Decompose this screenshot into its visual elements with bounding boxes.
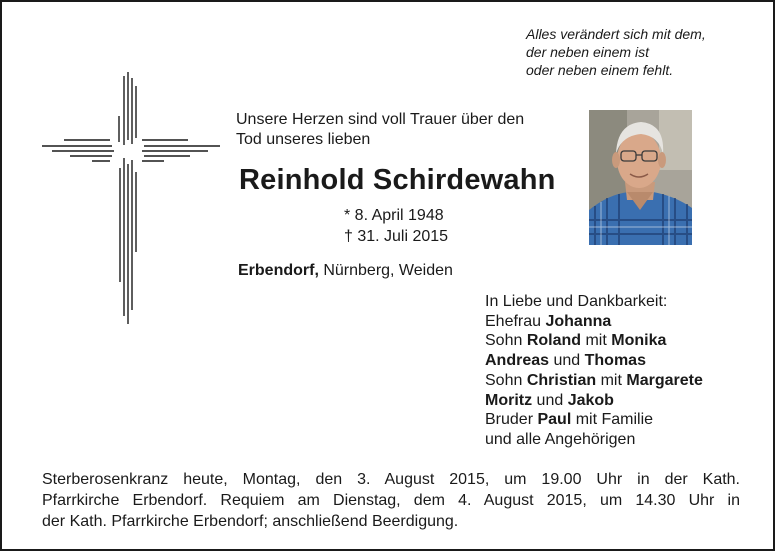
mourner-name: Andreas — [485, 352, 550, 370]
life-dates — [344, 205, 448, 247]
mourner-line-relatives: und alle Angehörigen — [485, 430, 636, 448]
mourner-name: Roland — [526, 332, 582, 350]
quote-line-3: oder neben einem fehlt. — [526, 62, 674, 78]
mourner-line-son-roland — [485, 331, 703, 351]
mourner-name: Thomas — [584, 352, 646, 370]
place-main: Erbendorf, — [238, 262, 319, 279]
service-line-1: Sterberosenkranz heute, Montag, den 3. August 2015, um 19.00 Uhr in der Kath. — [42, 471, 740, 488]
deceased-name: Reinhold Schirdewahn — [239, 164, 556, 196]
cross-icon — [40, 72, 222, 328]
quote-line-1: Alles verändert sich mit dem, — [526, 26, 706, 42]
mourner-connector: mit — [581, 332, 612, 350]
mourner-connector: und — [549, 352, 585, 370]
mourners-heading: In Liebe und Dankbarkeit: — [485, 293, 668, 310]
mourner-connector: mit Familie — [571, 411, 654, 429]
intro-text — [236, 110, 524, 150]
portrait-photo — [589, 110, 692, 245]
mourners-list — [485, 292, 703, 450]
intro-line-2: Tod unseres lieben — [236, 131, 371, 148]
memorial-quote — [526, 25, 766, 79]
mourner-name: Margarete — [626, 371, 703, 389]
mourner-connector: mit — [596, 371, 627, 389]
mourner-relation: Sohn — [485, 332, 527, 350]
mourner-name: Moritz — [485, 391, 533, 409]
death-date: † 31. Juli 2015 — [344, 228, 449, 245]
mourner-line-wife — [485, 312, 703, 332]
mourner-name: Monika — [611, 332, 667, 350]
mourner-name: Johanna — [545, 312, 612, 330]
place-others: Nürnberg, Weiden — [318, 262, 453, 279]
mourner-line-son-christian — [485, 371, 703, 391]
service-line-3: der Kath. Pfarrkirche Erbendorf; anschließend Beerdigung. — [42, 513, 459, 530]
mourner-relation: Ehefrau — [485, 312, 546, 330]
mourner-connector: und — [532, 391, 568, 409]
mourner-name: Jakob — [567, 391, 614, 409]
mourner-name: Paul — [537, 411, 572, 429]
places — [238, 262, 453, 280]
service-line-2: Pfarrkirche Erbendorf. Requiem am Dienstag, dem 4. August 2015, um 14.30 Uhr in — [42, 492, 740, 509]
intro-line-1: Unsere Herzen sind voll Trauer über den — [236, 111, 525, 128]
mourner-relation: Sohn — [485, 371, 527, 389]
mourner-relation: Bruder — [485, 411, 538, 429]
mourner-name: Christian — [526, 371, 597, 389]
quote-line-2: der neben einem ist — [526, 44, 649, 60]
service-announcement — [42, 469, 740, 532]
mourner-line-brother — [485, 410, 703, 430]
birth-date: * 8. April 1948 — [344, 207, 444, 224]
mourner-line-grandchildren-1 — [485, 351, 703, 371]
mourner-line-grandchildren-2 — [485, 391, 703, 411]
